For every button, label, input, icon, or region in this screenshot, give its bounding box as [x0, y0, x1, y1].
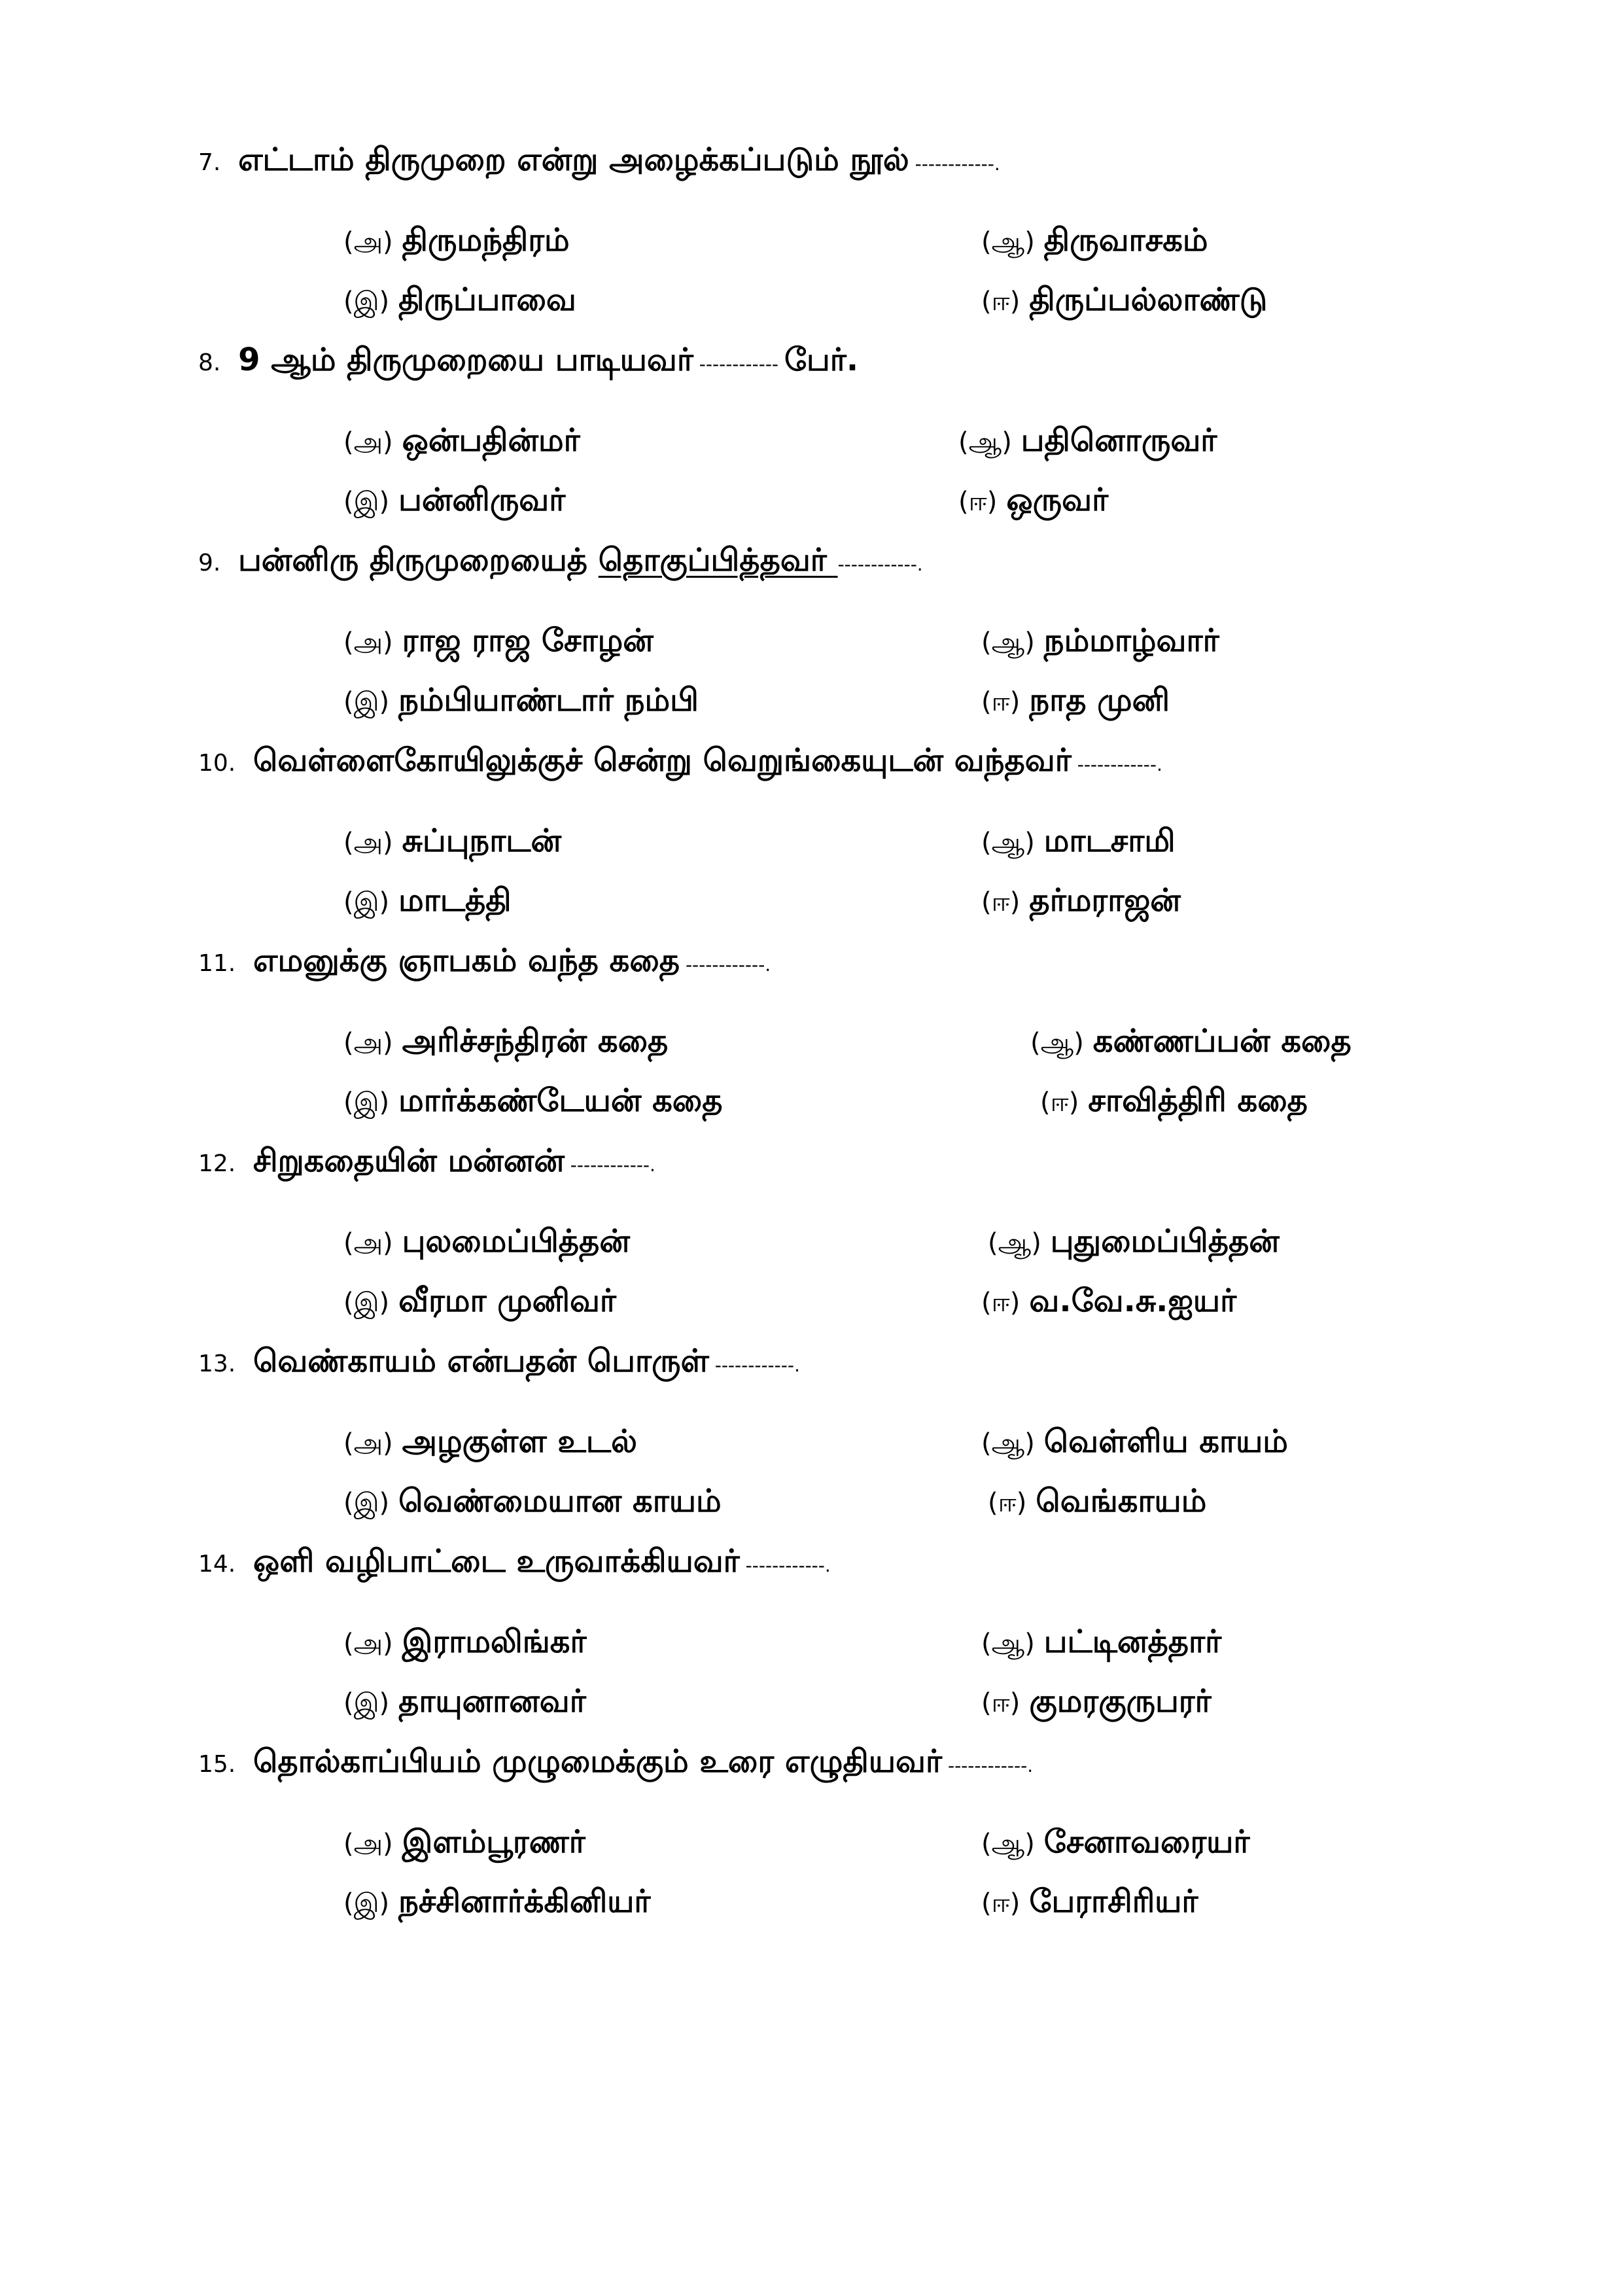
option-a — [343, 620, 654, 663]
option-text: தாயுனானவர் — [398, 1683, 586, 1720]
answer-blank: ------------. — [942, 1755, 1034, 1776]
option-text: புலமைப்பித்தன் — [402, 1223, 630, 1260]
option-label: (அ) — [343, 1028, 393, 1058]
option-i — [343, 879, 512, 923]
option-text: சுப்புநாடன் — [402, 822, 562, 859]
option-label: (ஈ) — [981, 1688, 1021, 1718]
option-label: (இ) — [343, 1688, 390, 1718]
option-aa — [1030, 1020, 1352, 1064]
option-ii — [981, 279, 1267, 323]
question-stem: பன்னிரு திருமுறையைத் — [238, 542, 599, 578]
option-aa — [981, 620, 1219, 663]
option-text: திருமந்திரம் — [402, 222, 570, 258]
option-a — [343, 820, 561, 864]
question-9 — [198, 539, 1507, 586]
option-ii — [981, 679, 1170, 723]
option-a — [343, 1020, 668, 1064]
option-text: ஒருவர் — [1006, 482, 1109, 518]
option-aa — [988, 1220, 1280, 1264]
option-label: (ஆ) — [981, 227, 1035, 257]
option-label: (அ) — [343, 427, 393, 457]
option-a — [343, 219, 570, 263]
option-a — [343, 1621, 587, 1665]
option-aa — [981, 1621, 1221, 1665]
option-label: (ஆ) — [981, 828, 1035, 858]
option-a — [343, 1821, 585, 1865]
answer-blank: ------------. — [837, 554, 923, 575]
option-text: நாத முனி — [1029, 682, 1170, 718]
option-text: நம்பியாண்டார் நம்பி — [398, 682, 699, 718]
option-text: பன்னிருவர் — [398, 482, 566, 518]
option-text: தர்மராஜன் — [1029, 882, 1181, 919]
option-text: மார்க்கண்டேயன் கதை — [398, 1082, 723, 1119]
option-label: (ஈ) — [981, 1888, 1021, 1918]
question-13 — [198, 1340, 1507, 1386]
answer-blank: ------------. — [739, 1555, 831, 1576]
answer-blank: ------------. — [708, 1354, 800, 1376]
option-text: ராஜ ராஜ சோழன் — [402, 622, 654, 659]
option-text: பேராசிரியர் — [1029, 1883, 1198, 1920]
option-text: சேனாவரையர் — [1043, 1824, 1250, 1860]
question-15 — [198, 1740, 1507, 1787]
option-text: குமரகுருபரர் — [1029, 1683, 1212, 1720]
question-stem: எட்டாம் திருமுறை என்று அழைக்கப்படும் நூல் — [238, 141, 909, 178]
option-aa — [958, 419, 1217, 463]
question-stem: ஒளி வழிபாட்டை உருவாக்கியவர் — [253, 1543, 740, 1580]
option-label: (ஆ) — [1030, 1028, 1084, 1058]
option-text: வ.வே.சு.ஐயர் — [1029, 1282, 1237, 1319]
option-label: (அ) — [343, 828, 393, 858]
question-number: 10. — [198, 750, 236, 777]
option-label: (அ) — [343, 227, 393, 257]
option-label: (இ) — [343, 1288, 390, 1318]
option-text: சாவித்திரி கதை — [1088, 1082, 1308, 1119]
option-ii — [981, 1680, 1212, 1724]
option-text: மாடசாமி — [1043, 822, 1176, 859]
option-i — [343, 1280, 616, 1324]
option-a — [343, 1220, 630, 1264]
option-label: (அ) — [343, 1228, 393, 1258]
option-label: (இ) — [343, 1888, 390, 1918]
option-text: வெள்ளிய காயம் — [1043, 1423, 1288, 1460]
option-ii — [988, 1480, 1206, 1524]
option-text: திருப்பல்லாண்டு — [1029, 281, 1268, 318]
option-label: (அ) — [343, 1829, 393, 1859]
option-text: திருப்பாவை — [398, 281, 576, 318]
option-ii — [981, 879, 1181, 923]
option-text: புதுமைப்பித்தன் — [1050, 1223, 1280, 1260]
option-text: கண்ணப்பன் கதை — [1092, 1023, 1352, 1059]
option-label: (ஈ) — [981, 287, 1021, 317]
answer-blank: ------------. — [680, 954, 771, 976]
option-i — [343, 1080, 722, 1123]
option-i — [343, 1480, 722, 1524]
option-aa — [981, 219, 1208, 263]
option-text: வெங்காயம் — [1036, 1483, 1207, 1519]
answer-blank: ------------. — [564, 1154, 655, 1176]
option-a — [343, 419, 580, 463]
option-label: (அ) — [343, 627, 393, 658]
option-text: ஒன்பதின்மர் — [402, 422, 580, 459]
option-text: இளம்பூரணர் — [402, 1824, 585, 1860]
option-i — [343, 479, 565, 523]
option-i — [343, 679, 699, 723]
question-10 — [198, 739, 1507, 786]
question-stem: சிறுகதையின் மன்னன் — [253, 1142, 565, 1179]
option-text: பட்டினத்தார் — [1043, 1623, 1222, 1660]
option-label: (இ) — [343, 687, 390, 717]
question-number: 12. — [198, 1150, 236, 1177]
option-text: திருவாசகம் — [1043, 222, 1208, 258]
question-stem: வெள்ளைகோயிலுக்குச் சென்று வெறுங்கையுடன் வந்தவர் — [253, 742, 1072, 779]
option-aa — [981, 1421, 1288, 1464]
option-label: (ஆ) — [988, 1228, 1041, 1258]
option-text: அழகுள்ள உடல் — [402, 1423, 637, 1460]
question-stem: வெண்காயம் என்பதன் பொருள் — [253, 1343, 709, 1379]
answer-blank: ------------. — [1071, 754, 1162, 775]
question-11 — [198, 940, 1507, 986]
option-label: (ஈ) — [958, 487, 998, 517]
option-i — [343, 1881, 650, 1924]
option-ii — [981, 1881, 1198, 1924]
option-aa — [981, 1821, 1249, 1865]
option-label: (அ) — [343, 1428, 393, 1458]
question-number: 8. — [198, 349, 221, 376]
question-number: 14. — [198, 1551, 236, 1578]
option-label: (இ) — [343, 1087, 390, 1118]
option-text: வீரமா முனிவர் — [398, 1282, 617, 1319]
question-number: 15. — [198, 1751, 236, 1778]
question-stem: தொல்காப்பியம் முழுமைக்கும் உரை எழுதியவர் — [253, 1743, 943, 1780]
option-label: (ஆ) — [981, 627, 1035, 658]
option-text: நச்சினார்க்கினியர் — [398, 1883, 651, 1920]
question-number: 13. — [198, 1351, 236, 1377]
option-aa — [981, 820, 1176, 864]
option-text: வெண்மையான காயம் — [398, 1483, 722, 1519]
option-label: (இ) — [343, 487, 390, 517]
option-text: மாடத்தி — [398, 882, 512, 919]
option-label: (ஈ) — [1040, 1087, 1079, 1118]
question-number: 7. — [198, 149, 221, 176]
option-ii — [1040, 1080, 1308, 1123]
option-label: (ஆ) — [981, 1629, 1035, 1659]
option-i — [343, 1680, 586, 1724]
option-i — [343, 279, 576, 323]
question-stem: எமனுக்கு ஞாபகம் வந்த கதை — [253, 942, 680, 979]
option-label: (இ) — [343, 1488, 390, 1518]
option-text: நம்மாழ்வார் — [1043, 622, 1219, 659]
option-text: பதினொருவர் — [1021, 422, 1217, 459]
option-label: (அ) — [343, 1629, 393, 1659]
option-label: (ஈ) — [981, 687, 1021, 717]
answer-blank: ------------. — [909, 153, 1000, 175]
option-label: (ஈ) — [981, 1288, 1021, 1318]
question-number: 11. — [198, 950, 236, 977]
question-14 — [198, 1540, 1507, 1587]
question-stem-end: பேர். — [784, 342, 859, 378]
option-text: இராமலிங்கர் — [402, 1623, 587, 1660]
question-7 — [198, 139, 1507, 185]
question-8 — [198, 339, 1507, 385]
option-label: (ஆ) — [981, 1428, 1035, 1458]
option-ii — [958, 479, 1108, 523]
underlined-keyword: தொகுப்பித்தவர் — [598, 542, 838, 578]
answer-blank: ------------ — [693, 353, 784, 375]
question-number: 9. — [198, 550, 221, 576]
question-stem: 9 ஆம் திருமுறையை பாடியவர் — [238, 342, 693, 378]
question-12 — [198, 1140, 1507, 1186]
option-a — [343, 1421, 637, 1464]
option-label: (ஆ) — [958, 427, 1012, 457]
option-ii — [981, 1280, 1236, 1324]
option-label: (ஈ) — [981, 887, 1021, 917]
option-label: (ஆ) — [981, 1829, 1035, 1859]
option-label: (இ) — [343, 887, 390, 917]
option-label: (இ) — [343, 287, 390, 317]
option-label: (ஈ) — [988, 1488, 1027, 1518]
option-text: அரிச்சந்திரன் கதை — [402, 1023, 669, 1059]
